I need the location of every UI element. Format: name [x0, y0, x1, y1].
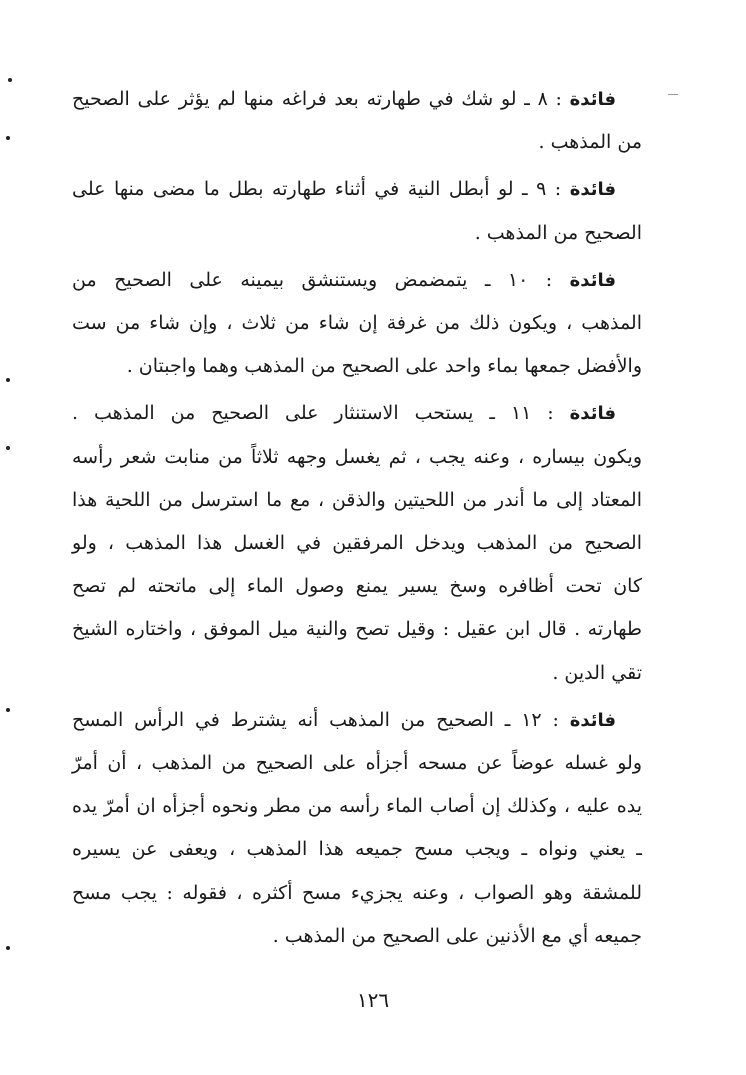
fa2ida-label: فائدة [569, 403, 616, 425]
fa2ida-label: فائدة [569, 269, 616, 291]
margin-dot [6, 446, 10, 450]
text-line: طهارته . قال ابن عقيل : وقيل تصح والنية ميل الموفق ، واختاره الشيخ [72, 618, 642, 641]
text-line: تقي الدين . [552, 661, 642, 684]
fa2ida-label: فائدة [569, 89, 616, 110]
text-line: ويكون بيساره ، وعنه يجب ، ثم يغسل وجهه ثلاثاً من منابت شعر رأسه [72, 445, 642, 468]
paragraph [72, 168, 642, 254]
margin-dot [8, 78, 12, 82]
text-line: للمشقة وهو الصواب ، وعنه يجزيء مسح أكثره ، فقوله : يجب مسح [72, 881, 642, 904]
text-line: والأفضل جمعها بماء واحد على الصحيح من المذهب وهما واجبتان . [126, 355, 642, 378]
fa2ida-label: فائدة [569, 709, 617, 731]
text-line: جميعه أي مع الأذنين على الصحيح من المذهب . [272, 924, 642, 947]
text-line: فائدة : ١٠ ـ يتمضمض ويستنشق بيمينه على الصحيح من [72, 268, 616, 291]
text-line: ولو غسله عوضاً عن مسحه أجزأه على الصحيح من المذهب ، أن أمرّ [72, 752, 642, 775]
margin-dot [6, 708, 10, 712]
text-line: فائدة : ٨ ـ لو شك في طهارته بعد فراغه منها لم يؤثر على الصحيح [72, 88, 616, 110]
text-line: ـ يعني ونواه ـ ويجب مسح جميعه هذا المذهب ، ويعفى عن يسيره [72, 838, 642, 861]
text-line: كان تحت أظافره وسخ يسير يمنع وصول الماء إلى ماتحته لم تصح [72, 575, 642, 598]
margin-dot [6, 946, 10, 950]
text-line: فائدة : ١٢ ـ الصحيح من المذهب أنه يشترط في الرأس المسح [72, 708, 617, 731]
paragraph [72, 78, 642, 164]
text-line: الصحيح من المذهب ويدخل المرفقين في الغسل هذا المذهب ، ولو [72, 532, 642, 555]
text-line: المذهب ، ويكون ذلك من غرفة إن شاء من ثلاث ، وإن شاء من ست [72, 312, 642, 335]
text-line: الصحيح من المذهب . [474, 221, 642, 244]
text-line: فائدة : ١١ ـ يستحب الاستنثار على الصحيح من المذهب . [72, 402, 616, 425]
margin-dot [6, 378, 10, 382]
text-line: يده عليه ، وكذلك إن أصاب الماء رأسه من مطر ونحوه أجزأه ان أمرّ يده [72, 795, 642, 818]
page-number: ١٢٦ [356, 988, 390, 1012]
text-line: المعتاد إلى ما أندر من اللحيتين والذقن ، مع ما استرسل من اللحية هذا [72, 488, 642, 511]
body-text [72, 78, 642, 962]
text-line: من المذهب . [538, 131, 642, 154]
margin-dot [6, 136, 10, 140]
paragraph [72, 699, 642, 958]
paragraph [72, 392, 642, 694]
fa2ida-label: فائدة [569, 179, 617, 201]
paragraph [72, 259, 642, 389]
top-rule-mark [668, 94, 678, 95]
text-line: فائدة : ٩ ـ لو أبطل النية في أثناء طهارته بطل ما مضى منها على [72, 178, 617, 201]
